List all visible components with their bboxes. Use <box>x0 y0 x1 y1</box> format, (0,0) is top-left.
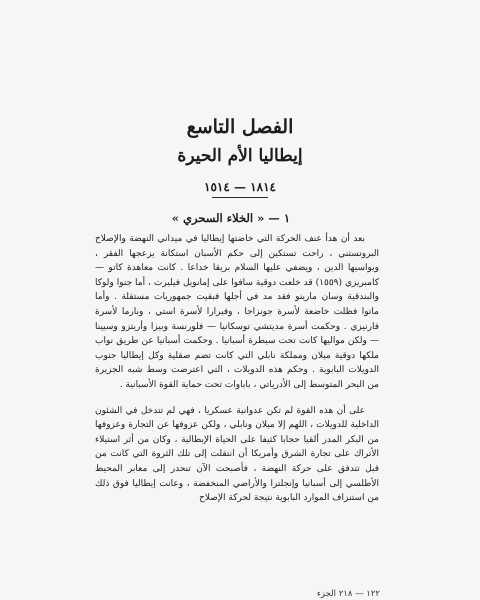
paragraph-1: بعد أن هدأ عنف الحركة التي خاضتها إيطاليا في ميداني النهضة والإصلاح البروتستني ، راحت تستكين إلى حكم الأسبان استكانة يزعجها الفقر ، ويواسيها الدين ، ويضفي عليها السلام بريقا خداعا . كانت معاهدة كاتو — كامبريزي (١٥٥٩) قد خلعت دوقية سافوا على إمانويل فيليرت ، أما جنوا ولوكا والبندقية وسان مارينو فقد مد في أجلها فبقيت جمهوريات مستقلة . وأما ماتوا فظلت خاضعة لأسرة جونزاجا ، وفيرارا لأسرة استي ، وبارما لأسرة فارنيزي . وحكمت أسرة مديتشي توسكانيا — فلورنسة وبيزا وأريتزو وسيينا — ولكن مواليها كانت تحت سيطرة أسبانيا . وحكمت أسبانيا عن طريق نواب ملكها دوقية ميلان ومملكة نابلي التي كانت تضم صقلية وكل إيطاليا جنوب الدويلات البابوية . وحكم هذه الدويلات ، التي اعترضت وسط شبه الجزيرة من البحر المتوسط إلى الأدرياتي ، باباوات تحت حماية القوة الأسبانية . <box>95 234 379 390</box>
chapter-label: الفصل التاسع <box>186 116 294 138</box>
chapter-title: إيطاليا الأم الحيرة <box>177 146 303 166</box>
section-heading: ١ — « الخلاء السحري » <box>171 211 290 225</box>
chapter-years: ١٨١٤ — ١٥١٤ <box>204 180 276 194</box>
years-underline <box>212 197 268 198</box>
page-footer: ١٢٢ — ٢١٨ الجزء <box>316 589 380 599</box>
paragraph-2: على أن هذه القوة لم تكن عدوانية عسكريا ، فهي لم تتدخل في الشئون الداخلية للدويلات ، اللهم إلا ميلان ونابلي ، ولكن عزوفها عن التجارة وعزوفها من البكر المدر ألقيا حجابا كثيفا على الحياة الإيطالية ، وكان من أثر استيلاء الأتراك على تجارة الشرق وأمريكا أن انتقلت إلى تلك الثروة التي كانت من قبل تتدفق على حركة النهضة ، فأصبحت الآن تنحدر إلى معابر المحيط الأطلسي إلى أسبانيا وإنجلترا والأراضي المنخفضة ، وعانت إيطاليا فوق ذلك من استنزاف الموارد البابوية نتيجة لحركة الإصلاح <box>95 405 379 504</box>
body-text <box>95 232 379 506</box>
